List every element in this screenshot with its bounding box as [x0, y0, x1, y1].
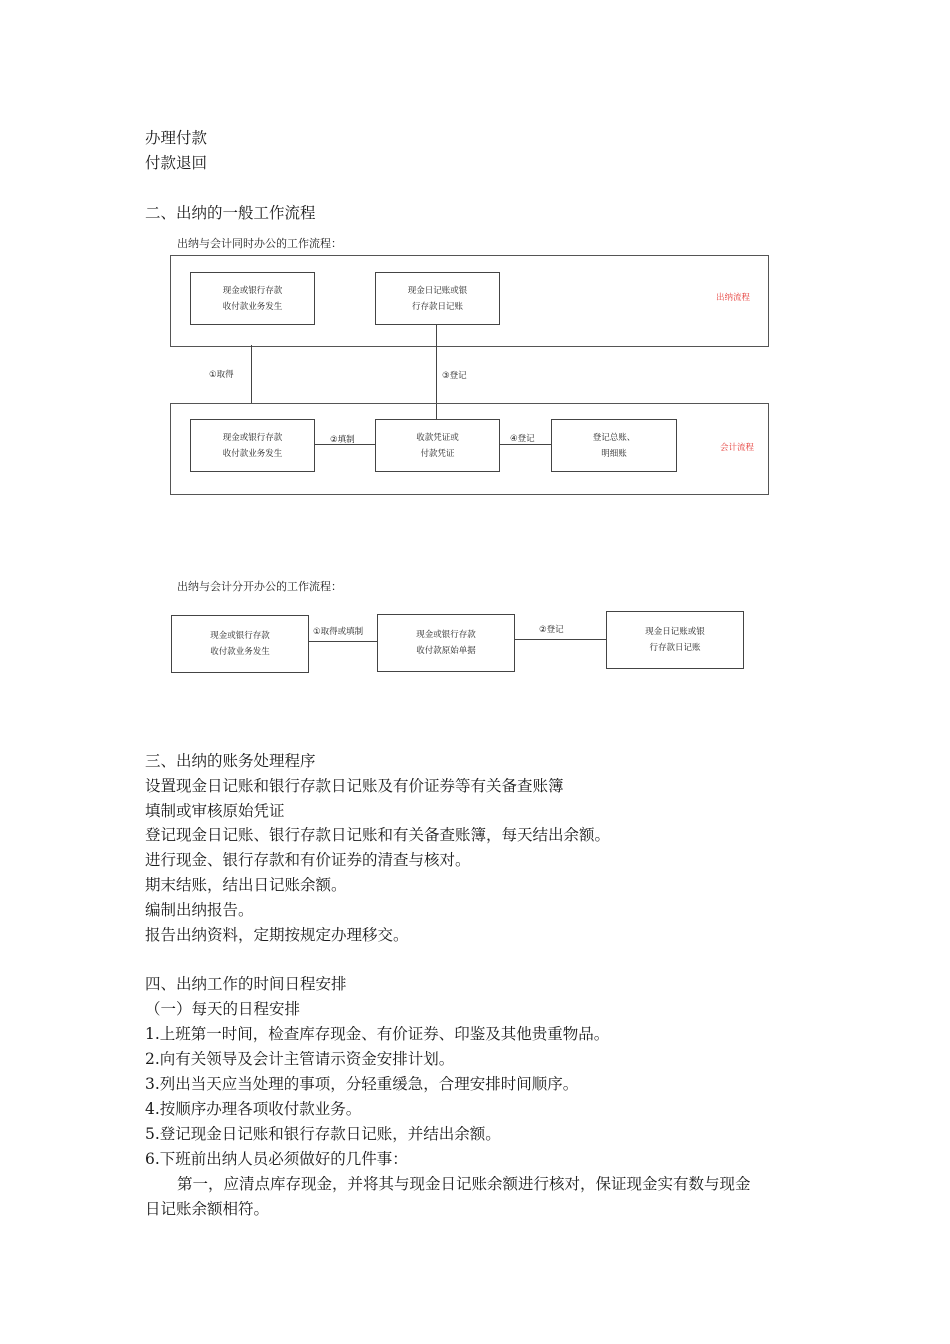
accounting-flow-label: 会计流程 [720, 443, 755, 453]
arrow-label: ③登记 [442, 371, 467, 381]
box-line: 收付款业务发生 [222, 448, 283, 459]
arrow-label: ②填制 [330, 435, 355, 445]
flow-box [190, 419, 315, 472]
section-heading: 四、出纳工作的时间日程安排 [145, 975, 347, 993]
flow-box [551, 419, 677, 472]
paragraph-line: 第一，应清点库存现金，并将其与现金日记账余额进行核对，保证现金实有数与现金 [177, 1175, 751, 1193]
box-line: 行存款日记账 [411, 301, 463, 312]
box-line: 现金日记账或银 [645, 627, 705, 637]
connector-line [308, 641, 377, 642]
flow-box [375, 272, 500, 325]
text-line: 付款退回 [145, 154, 208, 172]
flow-box [190, 272, 315, 325]
text-line: 5.登记现金日记账和银行存款日记账，并结出余额。 [145, 1125, 501, 1143]
box-line: 现金或银行存款 [210, 631, 270, 641]
box-line: 收款凭证或 [416, 432, 459, 443]
arrow-label: ②登记 [539, 625, 564, 635]
box-line: 现金或银行存款 [222, 432, 283, 443]
box-line: 登记总账、 [592, 432, 636, 443]
flow-box [171, 615, 309, 673]
flow-box [606, 611, 744, 669]
text-line: 2.向有关领导及会计主管请示资金安排计划。 [145, 1050, 455, 1068]
cashier-flow-label: 出纳流程 [716, 293, 751, 303]
box-line: 行存款日记账 [649, 643, 701, 653]
text-line: 1.上班第一时间，检查库存现金、有价证券、印鉴及其他贵重物品。 [145, 1025, 610, 1043]
paragraph-line: 日记账余额相符。 [145, 1200, 270, 1218]
text-line: 报告出纳资料，定期按规定办理移交。 [145, 926, 409, 944]
connector-line [514, 639, 606, 640]
text-line: 6.下班前出纳人员必须做好的几件事： [145, 1150, 408, 1168]
section-heading: 二、出纳的一般工作流程 [145, 204, 316, 222]
flow-box [377, 614, 515, 672]
box-line: 付款凭证 [420, 448, 455, 459]
text-line: 4.按顺序办理各项收付款业务。 [145, 1100, 362, 1118]
text-line: 编制出纳报告。 [145, 901, 254, 919]
connector-line [499, 444, 551, 445]
box-line: 现金日记账或银 [407, 285, 468, 296]
box-line: 收付款业务发生 [210, 647, 270, 657]
box-line: 收付款原始单据 [416, 646, 476, 656]
box-line: 收付款业务发生 [222, 301, 283, 312]
arrow-label: ①取得 [209, 370, 234, 380]
box-line: 现金或银行存款 [222, 285, 283, 296]
text-line: 期末结账，结出日记账余额。 [145, 876, 347, 894]
text-line: 办理付款 [145, 129, 208, 147]
arrow-label: ④登记 [510, 434, 535, 444]
connector-line [251, 345, 252, 403]
arrow-label: ①取得或填制 [313, 627, 364, 637]
flow-box [375, 419, 500, 472]
diagram-caption: 出纳与会计分开办公的工作流程： [177, 580, 342, 593]
text-line: 登记现金日记账、银行存款日记账和有关备查账簿，每天结出余额。 [145, 826, 611, 844]
box-line: 现金或银行存款 [416, 630, 476, 640]
text-line: 填制或审核原始凭证 [145, 802, 285, 820]
text-line: 3.列出当天应当处理的事项，分轻重缓急，合理安排时间顺序。 [145, 1075, 579, 1093]
text-line: 进行现金、银行存款和有价证券的清查与核对。 [145, 851, 471, 869]
subheading: （一）每天的日程安排 [145, 1000, 301, 1018]
text-line: 设置现金日记账和银行存款日记账及有价证券等有关备查账簿 [145, 777, 564, 795]
diagram-caption: 出纳与会计同时办公的工作流程： [177, 237, 342, 250]
section-heading: 三、出纳的账务处理程序 [145, 752, 316, 770]
box-line: 明细账 [601, 448, 627, 459]
